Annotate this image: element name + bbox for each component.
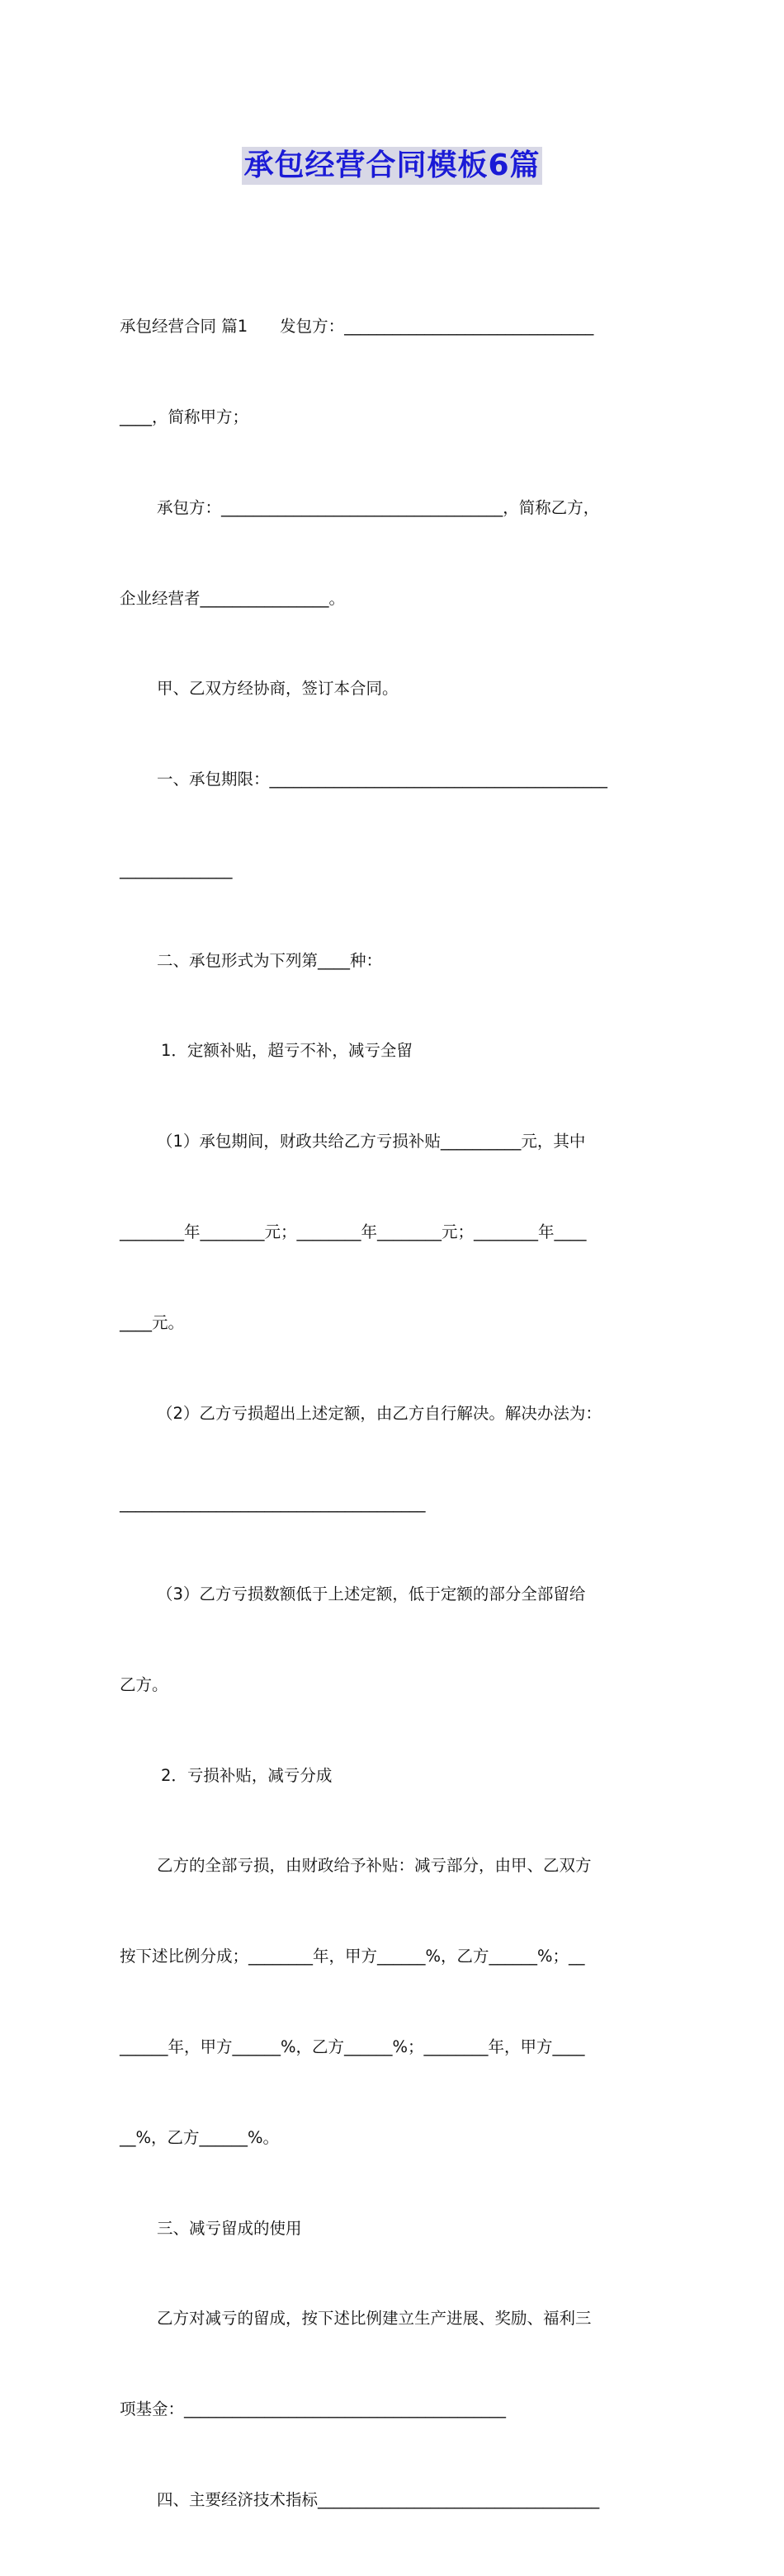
document-title: 承包经营合同模板6篇 bbox=[242, 147, 541, 185]
paragraph-line: ______年，甲方______%，乙方______%；________年，甲方____ bbox=[120, 2037, 585, 2057]
paragraph-line: 承包方：___________________________________，简称乙方， bbox=[157, 497, 600, 517]
document-body bbox=[120, 252, 666, 2576]
paragraph-line: ________年________元；________年________元；________年____ bbox=[120, 1222, 587, 1241]
paragraph-line: 企业经营者________________。 bbox=[120, 588, 346, 608]
paragraph-line: 按下述比例分成；________年，甲方______%，乙方______%；__ bbox=[120, 1947, 585, 1966]
paragraph-line: __%，乙方______%。 bbox=[120, 2127, 280, 2147]
paragraph-line: 2．亏损补贴，减亏分成 bbox=[161, 1765, 333, 1785]
title-container bbox=[0, 147, 784, 185]
paragraph-line: （2）乙方亏损超出上述定额，由乙方自行解决。解决办法为： bbox=[157, 1403, 602, 1423]
paragraph-line: 项基金：________________________________________ bbox=[120, 2399, 507, 2419]
paragraph-line: ______________________________________ bbox=[120, 1494, 426, 1514]
paragraph-line: 二、承包形式为下列第____种： bbox=[157, 950, 383, 970]
paragraph-line: 乙方的全部亏损，由财政给予补贴：减亏部分，由甲、乙双方 bbox=[157, 1856, 592, 1876]
paragraph-line: ______________ bbox=[120, 859, 233, 879]
paragraph-line: ____，简称甲方； bbox=[120, 407, 249, 426]
paragraph-line: 一、承包期限：__________________________________________ bbox=[157, 770, 608, 789]
paragraph-line: 三、减亏留成的使用 bbox=[157, 2218, 302, 2238]
paragraph-line: （1）承包期间，财政共给乙方亏损补贴__________元，其中 bbox=[157, 1132, 586, 1151]
paragraph-line: 承包经营合同 篇1 发包方：_______________________________ bbox=[120, 317, 594, 337]
paragraph-line: 1．定额补贴，超亏不补，减亏全留 bbox=[161, 1041, 413, 1061]
paragraph-line: ____元。 bbox=[120, 1312, 185, 1332]
paragraph-line: 甲、乙双方经协商，签订本合同。 bbox=[157, 679, 399, 699]
paragraph-line: （3）乙方亏损数额低于上述定额，低于定额的部分全部留给 bbox=[157, 1585, 586, 1604]
paragraph-line: 乙方。 bbox=[120, 1674, 168, 1694]
paragraph-line: 四、主要经济技术指标___________________________________ bbox=[157, 2489, 600, 2509]
paragraph-line: 乙方对减亏的留成，按下述比例建立生产进展、奖励、福利三 bbox=[157, 2309, 592, 2329]
